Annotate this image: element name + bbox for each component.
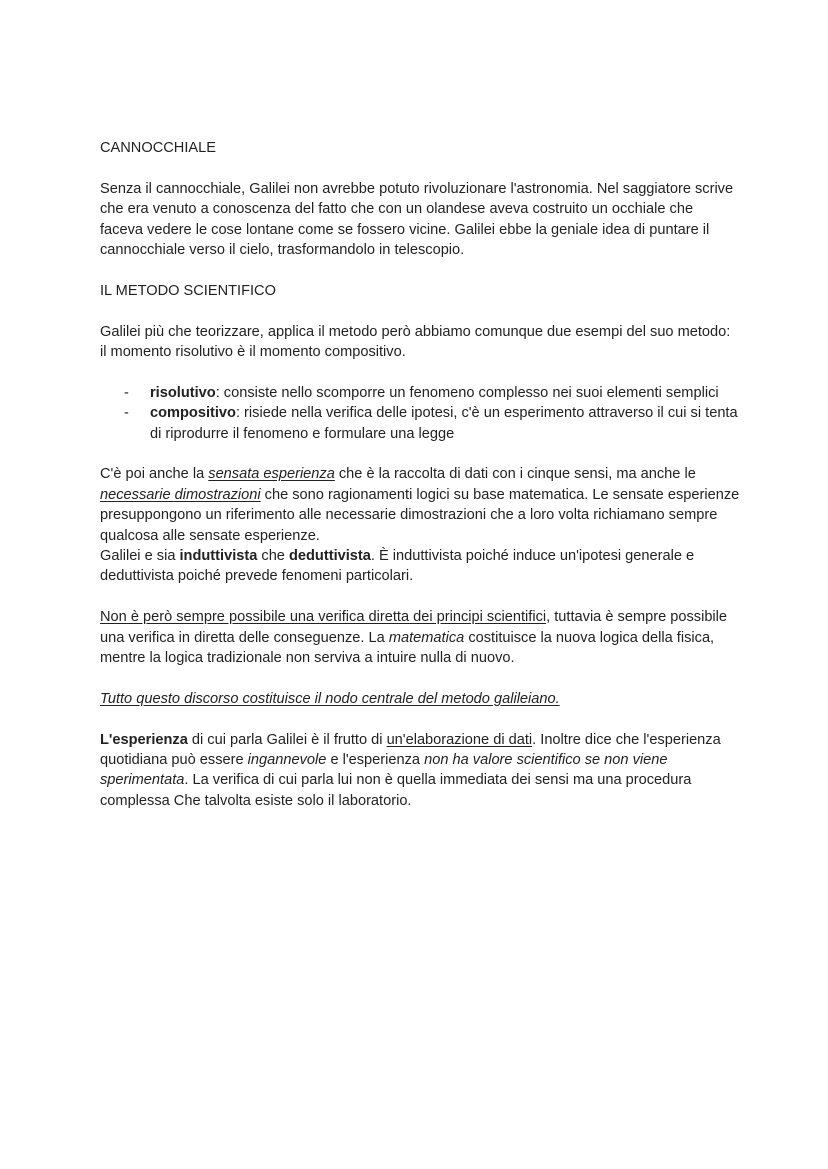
paragraph-nodo-centrale: Tutto questo discorso costituisce il nodo centrale del metodo galileiano. [100,690,560,707]
term-ingannevole: ingannevole [247,752,327,769]
underlined-principi: Non è però sempre possibile una verifica diretta dei principi scientifici [100,609,547,626]
text-span: e l'esperienza [326,752,425,769]
spacer [100,158,740,178]
text-span: , tuttavia è sempre possibile una verifica in diretta delle conseguenze. La [100,609,728,646]
sensata-esperienza: sensata esperienza [208,466,335,483]
text-span: . Inoltre dice che l'esperienza quotidiana può essere [100,731,721,769]
bullet-dash: - [124,405,129,422]
text-span: . La verifica di cui parla lui non è quella immediata dei sensi ma una procedura complessa Che talvolta esiste solo il laboratorio. [100,772,692,809]
term-matematica: matematica [388,629,465,646]
heading-metodo-scientifico: IL METODO SCIENTIFICO [100,282,276,299]
text-span: che sono ragionamenti logici su base matematica. Le sensate esperienze presuppongono un riferimento alle necessarie dimostrazioni che a loro volta richiamano sempre qualcosa alle sensate esperienze. [100,486,740,544]
paragraph-esperienze [100,464,740,546]
term-induttivista: induttivista [179,548,258,565]
text-span: Galilei e sia [100,548,180,565]
paragraph-induttivista [100,546,740,587]
document-page [100,138,740,811]
spacer [100,260,740,280]
spacer [100,587,740,607]
heading-cannocchiale: CANNOCCHIALE [100,140,216,156]
text-span: che è la raccolta di dati con i cinque sensi, ma anche le [334,466,696,483]
term-non-valore: non ha valore scientifico se non viene sperimentata [100,752,668,789]
term-risolutivo: risolutivo [150,384,216,401]
bullet-list [100,383,740,444]
spacer [100,668,740,688]
text-span: che [257,548,289,565]
list-item-risolutivo [100,383,740,403]
text-span: C'è poi anche la [100,466,209,483]
spacer [100,301,740,321]
paragraph-cannocchiale: Senza il cannocchiale, Galilei non avrebbe potuto rivoluzionare l'astronomia. Nel saggiatore scrive che era venuto a conoscenza del fatto che con un olandese aveva costruito un occhiale che faceva vedere le cose lontane come se fossero vicine. Galilei ebbe la geniale idea di puntare il cannocchiale verso il cielo, trasformandolo in telescopio. [100,180,734,259]
spacer [100,709,740,729]
paragraph-verifica [100,607,740,668]
spacer [100,444,740,464]
term-esperienza: L'esperienza [100,731,188,748]
term-deduttivista: deduttivista [288,548,371,565]
underlined-elaborazione: un'elaborazione di dati [386,731,533,748]
text-span: . È induttivista poiché induce un'ipotesi generale e deduttivista poiché prevede fenomeni particolari. [100,548,695,585]
spacer [100,362,740,382]
paragraph-metodo-intro: Galilei più che teorizzare, applica il metodo però abbiamo comunque due esempi del suo metodo: il momento risolutivo è il momento compositivo. [100,323,731,361]
list-item-compositivo [100,403,740,444]
text-span: di cui parla Galilei è il frutto di [187,731,387,748]
paragraph-esperienza [100,730,740,812]
term-compositivo: compositivo [150,405,236,422]
bullet-dash: - [124,384,129,401]
text-span: costituisce la nuova logica della fisica, mentre la logica tradizionale non serviva a intuire nulla di nuovo. [100,629,715,667]
necessarie-dimostrazioni: necessarie dimostrazioni [100,486,261,503]
text-risolutivo: : consiste nello scomporre un fenomeno complesso nei suoi elementi semplici [215,384,719,401]
text-compositivo: : risiede nella verifica delle ipotesi, c'è un esperimento attraverso il cui si tenta di riprodurre il fenomeno e formulare una legge [150,405,738,442]
